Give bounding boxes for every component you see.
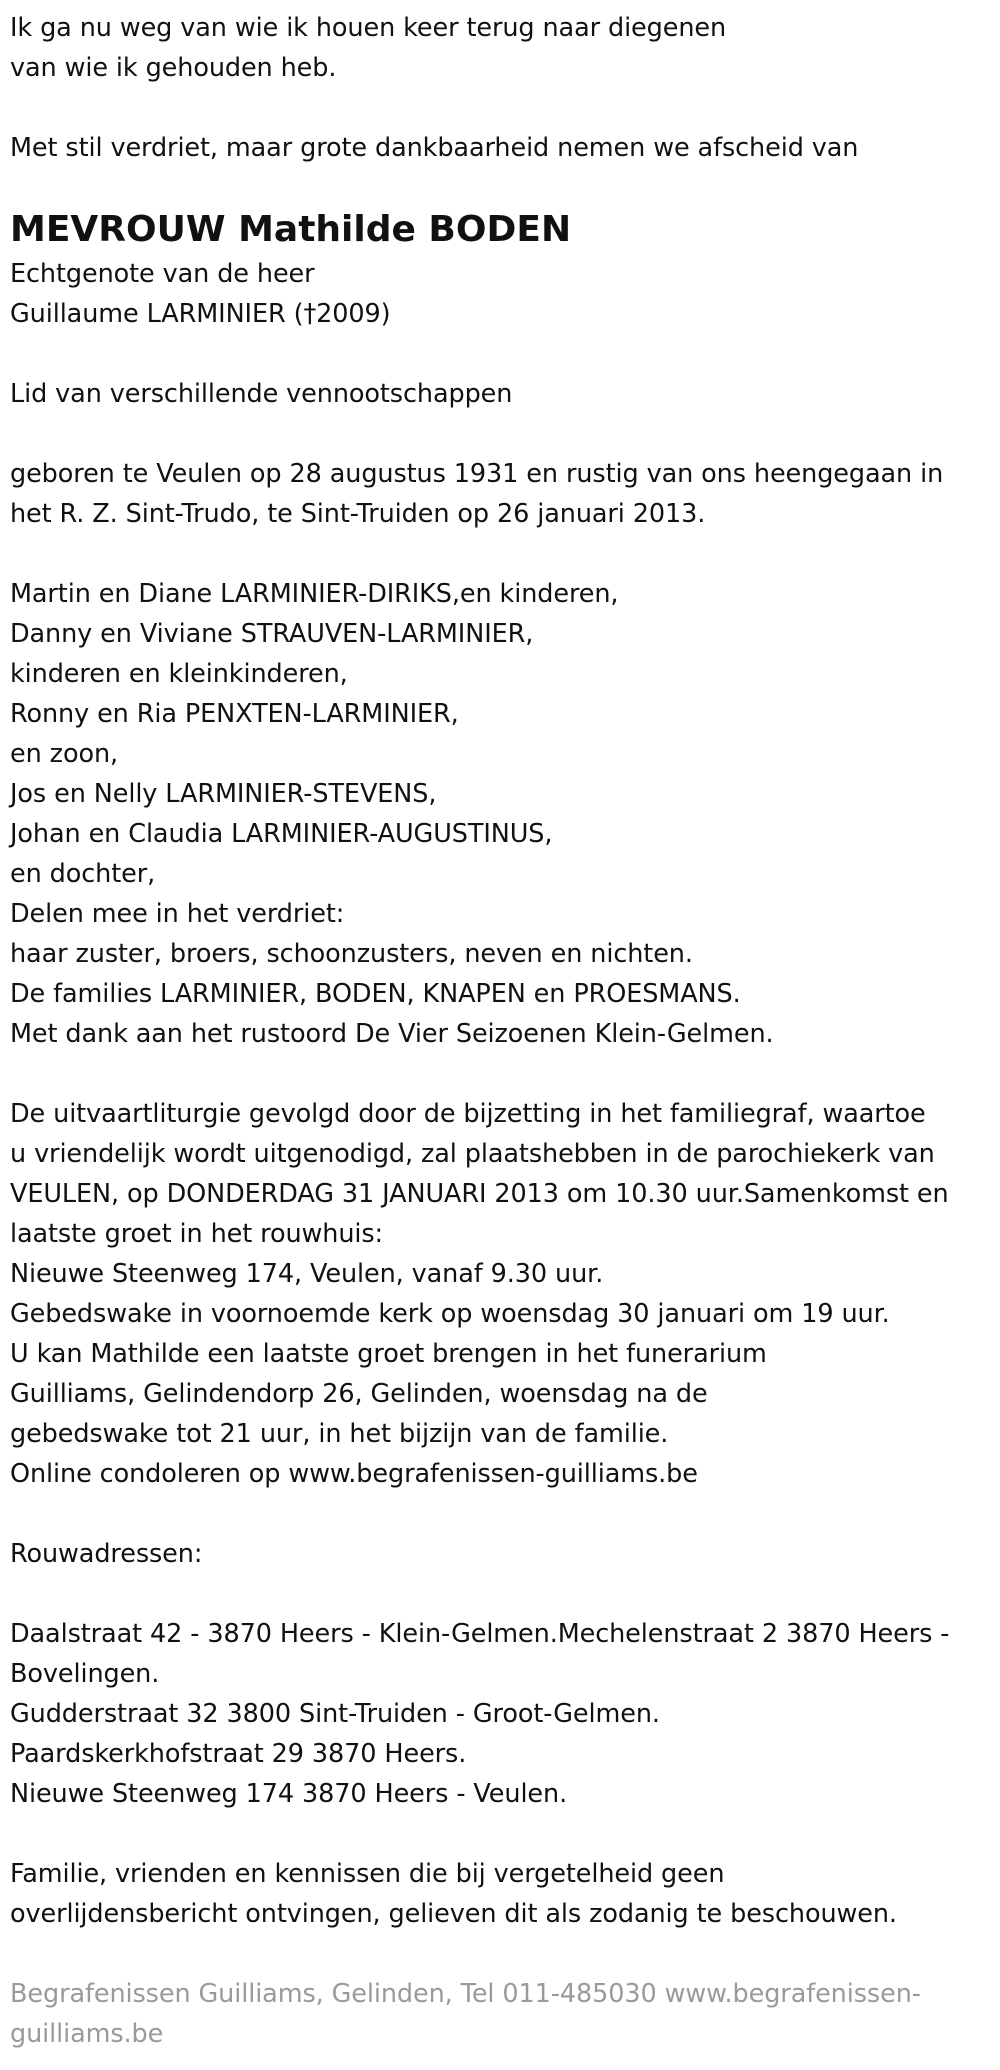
family-list bbox=[10, 574, 1000, 1054]
spacer bbox=[10, 1054, 1000, 1094]
spacer bbox=[10, 534, 1000, 574]
addresses-list bbox=[10, 1614, 1000, 1814]
ceremony-line: Gebedswake in voornoemde kerk op woensdag 30 januari om 19 uur. bbox=[10, 1299, 890, 1329]
family-line: Jos en Nelly LARMINIER-STEVENS, bbox=[10, 779, 437, 809]
addresses-heading: Rouwadressen: bbox=[10, 1539, 203, 1569]
birth-line-2: het R. Z. Sint-Trudo, te Sint-Truiden op 26 januari 2013. bbox=[10, 499, 706, 529]
family-line: De families LARMINIER, BODEN, KNAPEN en PROESMANS. bbox=[10, 979, 741, 1009]
ceremony-line: VEULEN, op DONDERDAG 31 JANUARI 2013 om 10.30 uur.Samenkomst en bbox=[10, 1179, 949, 1209]
address-line: Nieuwe Steenweg 174 3870 Heers - Veulen. bbox=[10, 1779, 568, 1809]
family-line: Met dank aan het rustoord De Vier Seizoenen Klein-Gelmen. bbox=[10, 1019, 774, 1049]
intro-line-3: Met stil verdriet, maar grote dankbaarheid nemen we afscheid van bbox=[10, 133, 859, 163]
footer-line-1: Begrafenissen Guilliams, Gelinden, Tel 011-485030 www.begrafenissen- bbox=[10, 1979, 921, 2009]
ceremony-line: Online condoleren op www.begrafenissen-guilliams.be bbox=[10, 1459, 698, 1489]
ceremony-line: Nieuwe Steenweg 174, Veulen, vanaf 9.30 uur. bbox=[10, 1259, 604, 1289]
family-line: Danny en Viviane STRAUVEN-LARMINIER, bbox=[10, 619, 534, 649]
funeral-home-footer bbox=[10, 1974, 1000, 2054]
ceremony-line: u vriendelijk wordt uitgenodigd, zal plaatshebben in de parochiekerk van bbox=[10, 1139, 935, 1169]
family-line: haar zuster, broers, schoonzusters, neven en nichten. bbox=[10, 939, 693, 969]
deceased-name: MEVROUW Mathilde BODEN bbox=[10, 209, 572, 250]
ceremony-line: gebedswake tot 21 uur, in het bijzijn van de familie. bbox=[10, 1419, 669, 1449]
address-line: Bovelingen. bbox=[10, 1659, 160, 1689]
family-line: Delen mee in het verdriet: bbox=[10, 899, 345, 929]
birth-line-1: geboren te Veulen op 28 augustus 1931 en rustig van ons heengegaan in bbox=[10, 459, 944, 489]
closing-line-1: Familie, vrienden en kennissen die bij vergetelheid geen bbox=[10, 1859, 725, 1889]
family-line: Johan en Claudia LARMINIER-AUGUSTINUS, bbox=[10, 819, 553, 849]
ceremony-line: Guilliams, Gelindendorp 26, Gelinden, woensdag na de bbox=[10, 1379, 708, 1409]
address-line: Paardskerkhofstraat 29 3870 Heers. bbox=[10, 1739, 467, 1769]
ceremony-line: laatste groet in het rouwhuis: bbox=[10, 1219, 384, 1249]
spacer bbox=[10, 88, 1000, 128]
address-line: Gudderstraat 32 3800 Sint-Truiden - Groot-Gelmen. bbox=[10, 1699, 660, 1729]
family-line: Martin en Diane LARMINIER-DIRIKS,en kinderen, bbox=[10, 579, 619, 609]
family-line: kinderen en kleinkinderen, bbox=[10, 659, 348, 689]
spacer bbox=[10, 334, 1000, 374]
spacer bbox=[10, 1494, 1000, 1534]
ceremony-line: De uitvaartliturgie gevolgd door de bijzetting in het familiegraf, waartoe bbox=[10, 1099, 926, 1129]
spacer bbox=[10, 414, 1000, 454]
family-line: en dochter, bbox=[10, 859, 156, 889]
spacer bbox=[10, 1814, 1000, 1854]
intro-line-1: Ik ga nu weg van wie ik houen keer terug naar diegenen bbox=[10, 13, 727, 43]
deceased-role: Lid van verschillende vennootschappen bbox=[10, 379, 513, 409]
spouse-line-1: Echtgenote van de heer bbox=[10, 259, 315, 289]
intro-line-2: van wie ik gehouden heb. bbox=[10, 53, 337, 83]
family-line: en zoon, bbox=[10, 739, 119, 769]
address-line: Daalstraat 42 - 3870 Heers - Klein-Gelmen.Mechelenstraat 2 3870 Heers - bbox=[10, 1619, 950, 1649]
ceremony-details bbox=[10, 1094, 1000, 1494]
closing-line-2: overlijdensbericht ontvingen, gelieven dit als zodanig te beschouwen. bbox=[10, 1899, 897, 1929]
family-line: Ronny en Ria PENXTEN-LARMINIER, bbox=[10, 699, 459, 729]
spouse-line-2: Guillaume LARMINIER (†2009) bbox=[10, 299, 391, 329]
spacer bbox=[10, 1574, 1000, 1614]
footer-line-2: guilliams.be bbox=[10, 2019, 164, 2049]
spacer bbox=[10, 1934, 1000, 1974]
ceremony-line: U kan Mathilde een laatste groet brengen in het funerarium bbox=[10, 1339, 767, 1369]
spacer bbox=[10, 168, 1000, 208]
